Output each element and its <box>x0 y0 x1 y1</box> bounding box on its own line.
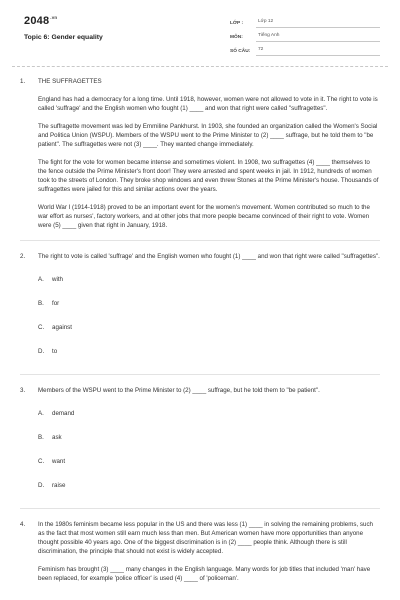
option-text: ask <box>52 433 62 441</box>
topic-title: Topic 6: Gender equality <box>24 34 103 41</box>
passage-paragraph: World War I (1914-1918) proved to be an important event for the women's movement. Women contributed so much to the war effort as nurses', factory workers, and at other jobs that more people became convinced of their right to vote. Women were (5) ____ given that right in January, 1918. <box>38 203 370 229</box>
option-text: demand <box>52 409 75 417</box>
option-letter: D. <box>38 347 45 355</box>
answer-option-a[interactable] <box>38 410 210 434</box>
question-1 <box>20 78 380 231</box>
answer-options <box>38 276 380 372</box>
answer-option-d[interactable] <box>38 348 210 372</box>
meta-key: SỐ CÂU: <box>230 49 251 55</box>
header-divider <box>12 66 388 67</box>
option-text: for <box>52 299 60 307</box>
answer-option-b[interactable] <box>38 434 210 458</box>
option-letter: C. <box>38 323 45 331</box>
answer-option-c[interactable] <box>38 324 210 348</box>
questions-content <box>20 78 380 593</box>
option-letter: A. <box>38 409 44 417</box>
site-logo[interactable] <box>24 14 57 30</box>
page-header <box>0 0 400 66</box>
option-letter: B. <box>38 433 44 441</box>
meta-info <box>230 14 380 56</box>
answer-options <box>38 410 380 506</box>
meta-key: MÔN: <box>230 35 243 41</box>
question-text: Members of the WSPU went to the Prime Minister to (2) ____ suffrage, but he told them to "be patient". <box>38 386 320 394</box>
option-letter: B. <box>38 299 44 307</box>
logo-text: 2048 <box>24 15 50 27</box>
passage-paragraph: England has had a democracy for a long time. Until 1918, however, women were not allowed to vote in it. The right to vote is called 'suffrage' and the English women who fought (1) ____ and won that right were called "suffragettes". <box>38 95 378 112</box>
answer-option-a[interactable] <box>38 276 210 300</box>
option-text: with <box>52 275 64 283</box>
question-number: 2. <box>20 252 26 260</box>
logo-domain: .vn <box>50 15 58 21</box>
meta-row-subject <box>230 28 380 42</box>
option-text: want <box>52 457 66 465</box>
meta-key: LỚP : <box>230 21 244 27</box>
meta-value: 72 <box>256 47 380 56</box>
option-text: raise <box>52 481 66 489</box>
meta-value: Tiếng Anh <box>256 33 380 42</box>
answer-option-b[interactable] <box>38 300 210 324</box>
question-number: 4. <box>20 520 26 528</box>
option-letter: A. <box>38 275 44 283</box>
option-letter: C. <box>38 457 45 465</box>
question-2 <box>20 253 380 372</box>
passage-paragraph: Feminism has brought (3) ____ many changes in the English language. Many words for job titles that included 'man' have been replaced, for example 'police officer' is used (4) ____ of 'policeman'. <box>38 565 371 582</box>
option-letter: D. <box>38 481 45 489</box>
question-separator <box>20 240 380 241</box>
meta-row-class <box>230 14 380 28</box>
option-text: against <box>52 323 72 331</box>
question-text: The right to vote is called 'suffrage' and the English women who fought (1) ____ and won that right were called "suffragettes". <box>38 252 380 260</box>
passage-paragraph: The suffragette movement was led by Emmiline Pankhurst. In 1903, she founded an organization called the Women's Social and Politica Union (WSPU). Members of the WSPU went to the Prime Minister to (2) ____ suffrage, but he told them to "be patient". The suffragettes were not (3) ____. They wanted change immediately. <box>38 122 378 148</box>
question-number: 1. <box>20 78 26 85</box>
question-3 <box>20 387 380 506</box>
question-separator <box>20 374 380 375</box>
passage-paragraph: In the 1980s feminism became less popular in the US and there was less (1) ____ in solving the remaining problems, such as the fact that most women still earn much less than men. But American women have more opportunities than anyone thought possible 40 years ago. One of the biggest discrimination is in (2) ____ people think. Although there is still discrimination, the principle that should not exist is widely accepted. <box>38 520 373 555</box>
passage-paragraph: The fight for the vote for women became intense and sometimes violent. In 1908, two suffragettes (4) ____ themselves to the fence outside the Prime Minister's front door! They were arrested and spent weeks in jail. In 1912, hundreds of women took to the streets of London. They broke shop windows and even threw Stones at the Prime Minister's house. Thousands of suffragettes were jailed for this and similar actions over the years. <box>38 158 379 193</box>
answer-option-d[interactable] <box>38 482 210 506</box>
passage-title: THE SUFFRAGETTES <box>38 78 102 85</box>
option-text: to <box>52 347 58 355</box>
question-4 <box>20 521 380 584</box>
answer-option-c[interactable] <box>38 458 210 482</box>
question-separator <box>20 508 380 509</box>
question-number: 3. <box>20 386 26 394</box>
meta-row-count <box>230 42 380 56</box>
meta-value: Lớp 12 <box>256 19 380 28</box>
